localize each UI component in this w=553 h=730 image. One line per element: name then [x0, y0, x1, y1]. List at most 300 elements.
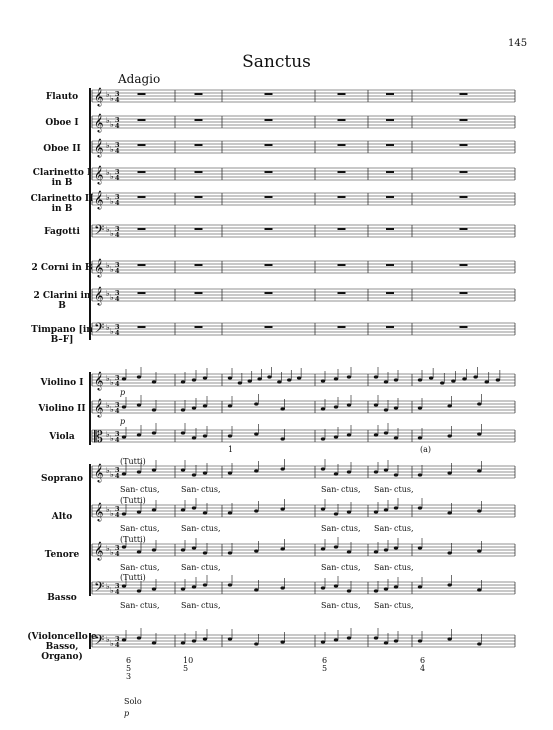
note-head	[418, 585, 422, 588]
lyric-syllable: San-	[374, 563, 393, 572]
flat-icon: ♭	[110, 378, 114, 387]
lyric-syllable: ctus,	[394, 485, 414, 494]
note-head	[192, 473, 196, 476]
note-head	[321, 547, 325, 550]
note-head	[418, 546, 422, 549]
note-head	[152, 408, 156, 411]
note-head	[228, 637, 232, 640]
time-signature: 4	[115, 174, 120, 182]
whole-rest	[195, 228, 203, 230]
note-head	[321, 437, 325, 440]
flat-icon: ♭	[106, 225, 110, 234]
figured-bass-number: 6	[420, 656, 426, 665]
whole-rest	[338, 228, 346, 230]
figured-bass-number: 5	[126, 664, 132, 673]
note-head	[334, 377, 338, 380]
note-head	[203, 583, 207, 586]
note-head	[384, 508, 388, 511]
note-head	[384, 431, 388, 434]
note-head	[374, 403, 378, 406]
label-tenore: Tenore	[44, 550, 80, 560]
lyric-syllable: San-	[120, 524, 139, 533]
whole-rest	[265, 228, 273, 230]
note-head	[347, 375, 351, 378]
note-head	[228, 583, 232, 586]
time-signature: 3	[115, 582, 120, 590]
note-head	[374, 375, 378, 378]
time-signature: 4	[115, 641, 120, 649]
note-head	[192, 585, 196, 588]
figured-bass-number: 5	[183, 664, 189, 673]
note-head	[394, 585, 398, 588]
label-clarini: 2 Clarini in B	[33, 291, 91, 311]
note-head	[418, 406, 422, 409]
flat-icon: ♭	[106, 168, 110, 177]
note-head	[485, 380, 489, 383]
lyric-syllable: San-	[181, 563, 200, 572]
whole-rest	[138, 171, 146, 173]
note-head	[277, 380, 281, 383]
treble-clef-icon: 𝄞	[94, 286, 104, 305]
figured-bass-number: 5	[322, 664, 328, 673]
whole-rest	[195, 326, 203, 328]
time-signature: 4	[115, 472, 120, 480]
time-signature: 3	[115, 374, 120, 382]
note-head	[192, 506, 196, 509]
note-head	[447, 637, 451, 640]
lyric-syllable: San-	[120, 563, 139, 572]
solo-marking: Solo	[124, 697, 142, 706]
lyric-syllable: ctus,	[201, 601, 221, 610]
note-head	[321, 586, 325, 589]
lyric-syllable: San-	[374, 601, 393, 610]
whole-rest	[265, 119, 273, 121]
lyric-syllable: ctus,	[394, 601, 414, 610]
flat-icon: ♭	[110, 293, 114, 302]
time-signature: 4	[115, 588, 120, 596]
note-head	[228, 404, 232, 407]
lyric-syllable: ctus,	[394, 524, 414, 533]
note-head	[228, 434, 232, 437]
flat-icon: ♭	[106, 401, 110, 410]
whole-rest	[138, 144, 146, 146]
lyric-syllable: ctus,	[341, 563, 361, 572]
bass-clef-icon: 𝄢	[94, 579, 105, 598]
time-signature: 4	[115, 295, 120, 303]
note-head	[384, 641, 388, 644]
whole-rest	[460, 171, 468, 173]
whole-rest	[386, 264, 394, 266]
note-head	[137, 433, 141, 436]
note-head	[254, 509, 258, 512]
note-head	[418, 473, 422, 476]
notes	[122, 367, 500, 646]
note-head	[418, 436, 422, 439]
whole-rest	[460, 93, 468, 95]
note-head	[321, 379, 325, 382]
alto-clef-icon: 𝄡	[94, 427, 103, 446]
lyric-syllable: ctus,	[394, 563, 414, 572]
whole-rest	[338, 326, 346, 328]
note-head	[137, 403, 141, 406]
note-head	[181, 408, 185, 411]
label-corni: 2 Corni in B	[31, 263, 93, 273]
whole-rest	[195, 144, 203, 146]
flat-icon: ♭	[110, 586, 114, 595]
time-signature: 4	[115, 147, 120, 155]
flat-icon: ♭	[106, 116, 110, 125]
whole-rest	[265, 292, 273, 294]
note-head	[447, 434, 451, 437]
whole-rest	[138, 264, 146, 266]
lyric-syllable: San-	[181, 524, 200, 533]
note-head	[394, 473, 398, 476]
time-signature: 3	[115, 401, 120, 409]
note-head	[394, 436, 398, 439]
whole-rest	[195, 292, 203, 294]
note-head	[394, 546, 398, 549]
whole-rest	[195, 119, 203, 121]
note-head	[203, 511, 207, 514]
note-head	[254, 469, 258, 472]
note-head	[496, 378, 500, 381]
time-signature: 3	[115, 116, 120, 124]
note-head	[429, 376, 433, 379]
note-head	[374, 589, 378, 592]
note-head	[122, 584, 126, 587]
time-signature: 4	[115, 407, 120, 415]
note-head	[477, 642, 481, 645]
whole-rest	[460, 292, 468, 294]
tutti-soprano: (Tutti)	[120, 457, 146, 466]
bass-clef-icon: 𝄢	[94, 320, 105, 339]
tempo-marking: Adagio	[118, 72, 161, 86]
note-head	[192, 639, 196, 642]
lyric-syllable: San-	[321, 524, 340, 533]
note-head	[334, 638, 338, 641]
flat-icon: ♭	[110, 229, 114, 238]
flat-icon: ♭	[106, 141, 110, 150]
figured-bass-number: 6	[322, 656, 328, 665]
lyric-syllable: San-	[321, 601, 340, 610]
time-signature: 3	[115, 466, 120, 474]
note-head	[122, 512, 126, 515]
whole-rest	[338, 196, 346, 198]
note-head	[137, 550, 141, 553]
label-alto: Alto	[51, 512, 73, 522]
figured-bass-number: 4	[420, 664, 426, 673]
note-head	[451, 379, 455, 382]
note-head	[181, 468, 185, 471]
treble-clef-icon: 𝄞	[94, 190, 104, 209]
note-head	[447, 511, 451, 514]
label-basso: Basso	[47, 593, 77, 603]
time-signature: 4	[115, 511, 120, 519]
lyric-syllable: ctus,	[140, 601, 160, 610]
note-head	[137, 510, 141, 513]
note-head	[192, 546, 196, 549]
note-head	[334, 584, 338, 587]
lyric-syllable: San-	[321, 563, 340, 572]
note-head	[374, 510, 378, 513]
note-head	[394, 639, 398, 642]
note-head	[418, 506, 422, 509]
page-title: Sanctus	[242, 52, 311, 72]
note-head	[384, 548, 388, 551]
note-head	[152, 508, 156, 511]
lyric-syllable: ctus,	[140, 524, 160, 533]
note-head	[347, 636, 351, 639]
time-signature: 3	[115, 323, 120, 331]
note-head	[347, 550, 351, 553]
note-head	[238, 381, 242, 384]
note-head	[477, 549, 481, 552]
page-number: 145	[508, 38, 528, 49]
whole-rest	[460, 119, 468, 121]
time-signature: 3	[115, 261, 120, 269]
note-head	[228, 511, 232, 514]
note-head	[254, 549, 258, 552]
clefs	[94, 87, 120, 651]
note-head	[181, 641, 185, 644]
figured-bass-number: 10	[183, 656, 194, 665]
note-head	[447, 583, 451, 586]
lyric-syllable: ctus,	[140, 485, 160, 494]
lyric-syllable: San-	[120, 601, 139, 610]
note-head	[394, 506, 398, 509]
whole-rest	[338, 144, 346, 146]
note-head	[347, 403, 351, 406]
note-head	[228, 376, 232, 379]
treble-clef-icon: 𝄞	[94, 463, 104, 482]
note-head	[152, 380, 156, 383]
flat-icon: ♭	[110, 172, 114, 181]
whole-rest	[460, 196, 468, 198]
note-head	[374, 636, 378, 639]
note-head	[280, 407, 284, 410]
note-head	[447, 551, 451, 554]
treble-clef-icon: 𝄞	[94, 398, 104, 417]
note-head	[374, 433, 378, 436]
treble-clef-icon: 𝄞	[94, 258, 104, 277]
flat-icon: ♭	[110, 509, 114, 518]
lyric-syllable: San-	[181, 485, 200, 494]
lyric-syllable: San-	[181, 601, 200, 610]
note-head	[321, 640, 325, 643]
whole-rest	[265, 264, 273, 266]
lyric-syllable: ctus,	[201, 563, 221, 572]
lyric-syllable: ctus,	[140, 563, 160, 572]
flat-icon: ♭	[110, 405, 114, 414]
note-head	[321, 507, 325, 510]
time-signature: 3	[115, 168, 120, 176]
treble-clef-icon: 𝄞	[94, 87, 104, 106]
note-head	[334, 435, 338, 438]
figured-bass-number: 6	[126, 656, 132, 665]
flat-icon: ♭	[106, 466, 110, 475]
note-head	[347, 510, 351, 513]
flat-icon: ♭	[106, 544, 110, 553]
whole-rest	[386, 144, 394, 146]
footnote-1: 1	[228, 445, 234, 454]
note-head	[321, 467, 325, 470]
note-head	[122, 377, 126, 380]
whole-rest	[195, 196, 203, 198]
label-flauto: Flauto	[45, 92, 79, 102]
label-clarinetto-1: Clarinetto I in B	[32, 168, 92, 188]
time-signature: 4	[115, 550, 120, 558]
note-head	[137, 470, 141, 473]
dynamic-violino-2: p	[120, 417, 126, 426]
note-head	[254, 588, 258, 591]
note-head	[181, 380, 185, 383]
note-head	[122, 435, 126, 438]
flat-icon: ♭	[110, 639, 114, 648]
label-oboe-2: Oboe II	[43, 144, 81, 154]
tutti-basso: (Tutti)	[120, 573, 146, 582]
note-head	[203, 637, 207, 640]
note-head	[152, 431, 156, 434]
whole-rest	[460, 326, 468, 328]
treble-clef-icon: 𝄞	[94, 165, 104, 184]
lyric-syllable: ctus,	[201, 485, 221, 494]
whole-rest	[386, 196, 394, 198]
treble-clef-icon: 𝄞	[94, 371, 104, 390]
whole-rest	[386, 228, 394, 230]
time-signature: 3	[115, 225, 120, 233]
note-head	[280, 640, 284, 643]
note-head	[384, 468, 388, 471]
whole-rest	[138, 119, 146, 121]
flat-icon: ♭	[106, 374, 110, 383]
note-head	[334, 545, 338, 548]
whole-rest	[338, 264, 346, 266]
note-head	[374, 470, 378, 473]
note-head	[280, 437, 284, 440]
note-head	[477, 588, 481, 591]
whole-rest	[386, 171, 394, 173]
note-head	[280, 547, 284, 550]
whole-rest	[138, 93, 146, 95]
bass-clef-icon: 𝄢	[94, 222, 105, 241]
flat-icon: ♭	[106, 261, 110, 270]
note-head	[384, 408, 388, 411]
flat-icon: ♭	[110, 197, 114, 206]
note-head	[137, 375, 141, 378]
whole-rest	[138, 326, 146, 328]
note-head	[254, 402, 258, 405]
note-head	[122, 545, 126, 548]
whole-rest	[386, 292, 394, 294]
note-head	[122, 472, 126, 475]
note-head	[280, 586, 284, 589]
note-head	[203, 434, 207, 437]
note-head	[280, 507, 284, 510]
figured-bass	[126, 656, 425, 681]
lyric-syllable: San-	[120, 485, 139, 494]
dynamic-continuo: p	[124, 709, 130, 718]
note-head	[280, 467, 284, 470]
note-head	[181, 508, 185, 511]
note-head	[447, 471, 451, 474]
whole-rest	[195, 93, 203, 95]
note-head	[321, 407, 325, 410]
tutti-tenore: (Tutti)	[120, 535, 146, 544]
label-oboe-1: Oboe I	[45, 118, 79, 128]
note-head	[334, 405, 338, 408]
treble-clef-icon: 𝄞	[94, 113, 104, 132]
note-head	[203, 404, 207, 407]
time-signature: 3	[115, 90, 120, 98]
time-signature: 4	[115, 267, 120, 275]
whole-rest	[138, 228, 146, 230]
whole-rest	[138, 292, 146, 294]
note-head	[477, 469, 481, 472]
whole-rest	[386, 326, 394, 328]
note-head	[152, 548, 156, 551]
note-head	[137, 636, 141, 639]
time-signature: 3	[115, 505, 120, 513]
note-head	[477, 402, 481, 405]
note-head	[394, 406, 398, 409]
note-head	[347, 433, 351, 436]
time-signature: 3	[115, 635, 120, 643]
treble-clef-icon: 𝄞	[94, 138, 104, 157]
time-signature: 4	[115, 96, 120, 104]
flat-icon: ♭	[106, 635, 110, 644]
lyric-syllable: ctus,	[201, 524, 221, 533]
lyric-syllable: ctus,	[341, 524, 361, 533]
lyric-syllable: ctus,	[341, 601, 361, 610]
note-head	[254, 642, 258, 645]
label-clarinetto-2: Clarinetto II in B	[30, 194, 94, 214]
note-head	[228, 551, 232, 554]
flat-icon: ♭	[106, 582, 110, 591]
time-signature: 3	[115, 141, 120, 149]
whole-rest	[338, 171, 346, 173]
lyric-syllable: ctus,	[341, 485, 361, 494]
note-head	[347, 589, 351, 592]
flat-icon: ♭	[106, 505, 110, 514]
flat-icon: ♭	[110, 548, 114, 557]
note-head	[418, 378, 422, 381]
label-timpano: Timpano [in B–F]	[31, 325, 93, 345]
whole-rest	[386, 119, 394, 121]
note-head	[228, 471, 232, 474]
note-head	[334, 512, 338, 515]
whole-rest	[460, 264, 468, 266]
whole-rest	[265, 93, 273, 95]
note-head	[374, 550, 378, 553]
note-head	[384, 587, 388, 590]
note-head	[152, 468, 156, 471]
whole-rest	[265, 144, 273, 146]
time-signature: 4	[115, 231, 120, 239]
note-head	[203, 471, 207, 474]
note-head	[477, 432, 481, 435]
note-head	[384, 380, 388, 383]
time-signature: 4	[115, 380, 120, 388]
flat-icon: ♭	[110, 327, 114, 336]
note-head	[267, 375, 271, 378]
whole-rest	[460, 144, 468, 146]
flat-icon: ♭	[106, 430, 110, 439]
label-viola: Viola	[49, 432, 75, 442]
note-head	[122, 638, 126, 641]
note-head	[248, 379, 252, 382]
label-soprano: Soprano	[41, 474, 83, 484]
time-signature: 3	[115, 289, 120, 297]
